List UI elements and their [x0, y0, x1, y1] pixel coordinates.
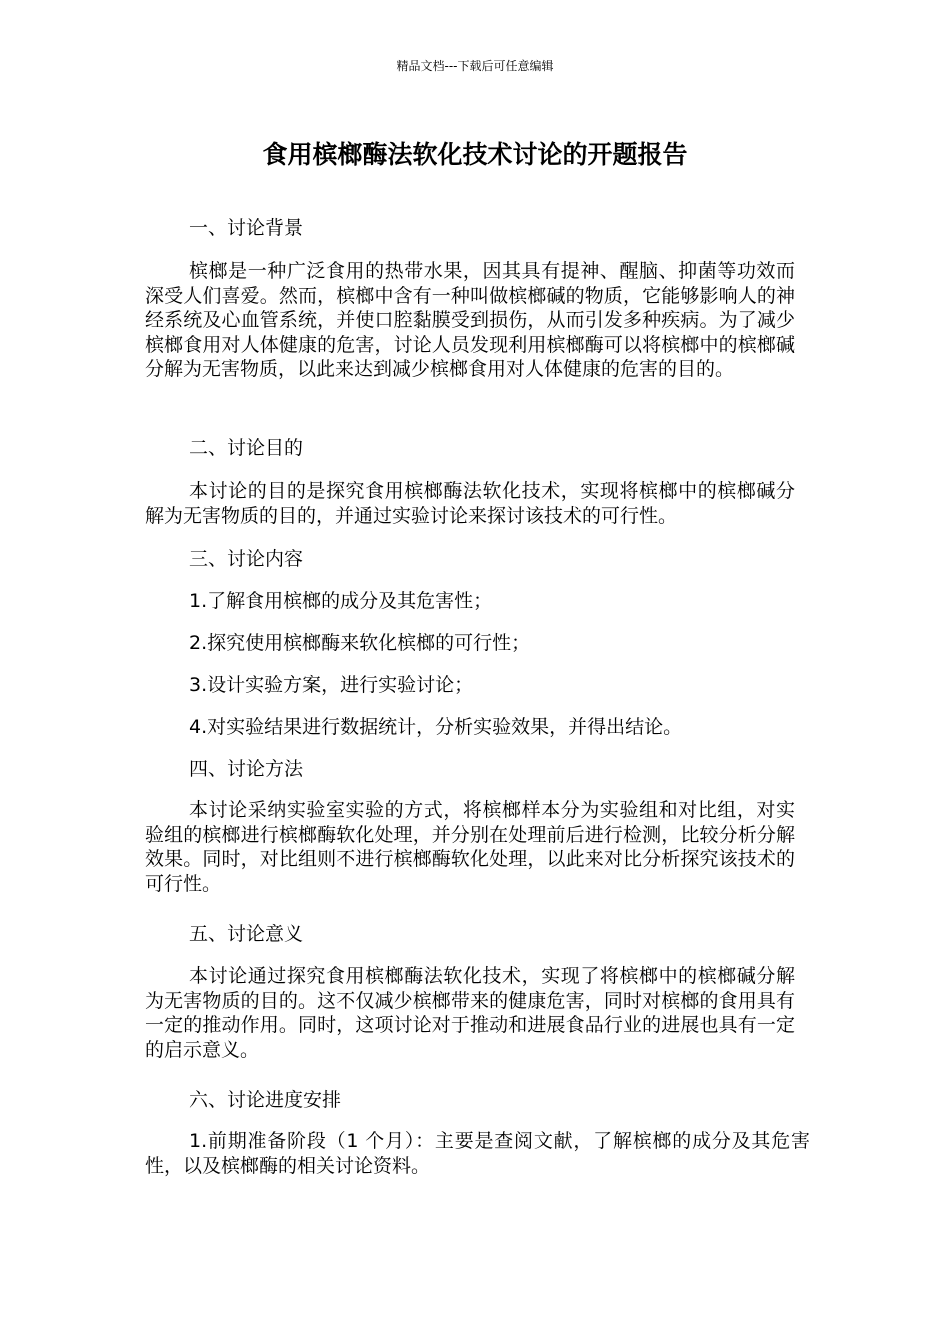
paragraph-significance: 本讨论通过探究食用槟榔酶法软化技术，实现了将槟榔中的槟榔碱分解为无害物质的目的。这不仅减少槟榔带来的健康危害，同时对槟榔的食用具有一定的推动作用。同时，这项讨论对于推动和进展食品行业的进展也具有一定的启示意义。 [145, 965, 795, 1061]
page-header-note: 精品文档---下载后可任意编辑 [396, 59, 554, 73]
content-list-item-2: 2.探究使用槟榔酶来软化槟榔的可行性； [189, 632, 531, 654]
content-list-item-3: 3.设计实验方案，进行实验讨论； [189, 674, 474, 696]
content-list-item-4: 4.对实验结果进行数据统计，分析实验效果，并得出结论。 [189, 716, 683, 738]
section-heading-method: 四、讨论方法 [189, 758, 304, 780]
section-heading-schedule: 六、讨论进度安排 [189, 1089, 342, 1111]
content-list-item-1: 1.了解食用槟榔的成分及其危害性； [189, 590, 493, 612]
section-heading-content: 三、讨论内容 [189, 548, 304, 570]
paragraph-purpose: 本讨论的目的是探究食用槟榔酶法软化技术，实现将槟榔中的槟榔碱分解为无害物质的目的，并通过实验讨论来探讨该技术的可行性。 [145, 480, 795, 527]
section-heading-significance: 五、讨论意义 [189, 923, 304, 945]
document-title: 食用槟榔酶法软化技术讨论的开题报告 [262, 140, 688, 169]
paragraph-background: 槟榔是一种广泛食用的热带水果，因其具有提神、醒脑、抑菌等功效而深受人们喜爱。然而，槟榔中含有一种叫做槟榔碱的物质，它能够影响人的神经系统及心血管系统，并使口腔黏膜受到损伤，从而引发多种疾病。为了减少槟榔食用对人体健康的危害，讨论人员发现利用槟榔酶可以将槟榔中的槟榔碱分解为无害物质，以此来达到减少槟榔食用对人体健康的危害的目的。 [145, 260, 795, 381]
section-heading-background: 一、讨论背景 [189, 217, 304, 239]
section-heading-purpose: 二、讨论目的 [189, 437, 304, 459]
schedule-item-1: 1.前期准备阶段（1 个月）：主要是查阅文献，了解槟榔的成分及其危害性，以及槟榔酶的相关讨论资料。 [145, 1130, 810, 1177]
paragraph-method: 本讨论采纳实验室实验的方式，将槟榔样本分为实验组和对比组，对实验组的槟榔进行槟榔酶软化处理，并分别在处理前后进行检测，比较分析分解效果。同时，对比组则不进行槟榔酶软化处理，以此来对比分析探究该技术的可行性。 [145, 799, 795, 895]
